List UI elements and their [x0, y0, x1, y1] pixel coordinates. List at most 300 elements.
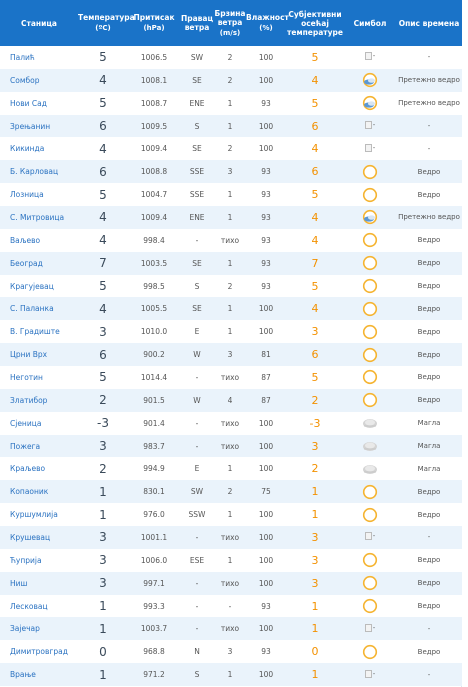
broken-image-icon: [365, 144, 376, 152]
station-cell: Златибор: [10, 395, 48, 405]
station-cell: Ћуприја: [10, 555, 42, 565]
wind-dir-cell: N: [194, 647, 200, 657]
station-cell: Црни Врх: [10, 350, 48, 360]
table-row: [0, 275, 462, 298]
humidity-cell: 93: [261, 212, 271, 222]
wind-speed-cell: 4: [227, 395, 233, 405]
symbol-cell: [344, 252, 396, 275]
station-cell: Лозница: [10, 190, 44, 200]
feels-cell: 4: [311, 73, 319, 87]
sun-icon: [362, 324, 378, 340]
wind-dir-cell: -: [195, 235, 199, 245]
station-cell: Сомбор: [10, 75, 40, 85]
sun-icon: [362, 232, 378, 248]
image-alt-text: -: [372, 669, 376, 678]
feels-cell: 1: [311, 508, 319, 522]
table-row: [0, 526, 462, 549]
temperature-cell: 1: [99, 667, 107, 682]
image-alt-text: -: [372, 532, 376, 541]
station-cell: Нови Сад: [10, 98, 47, 108]
symbol-cell: [344, 526, 396, 549]
sun-icon: [362, 255, 378, 271]
station-cell: Зајечар: [10, 624, 40, 634]
pressure-cell: 983.7: [143, 441, 165, 451]
col-temperature-header: Температура (ºC): [78, 13, 135, 32]
station-cell: Куршумлија: [10, 510, 58, 520]
wind-dir-cell: SSE: [189, 190, 205, 200]
wind-speed-cell: 2: [227, 487, 233, 497]
broken-image-icon: [365, 121, 376, 129]
description-cell: Ведро: [417, 579, 441, 588]
symbol-cell: [344, 480, 396, 503]
temperature-cell: 5: [99, 279, 107, 294]
description-cell: Претежно ведро: [398, 99, 460, 108]
wind-speed-cell: тихо: [220, 532, 240, 542]
wind-speed-cell: 1: [227, 327, 233, 337]
pressure-cell: 971.2: [143, 670, 165, 680]
temperature-cell: 3: [99, 324, 107, 339]
humidity-cell: 93: [261, 167, 271, 177]
description-cell: Ведро: [417, 396, 441, 405]
pressure-unit: (hPa): [143, 24, 165, 32]
temperature-cell: 7: [99, 256, 107, 271]
symbol-cell: [344, 275, 396, 298]
pressure-cell: 1008.1: [140, 75, 168, 85]
pressure-cell: 900.2: [143, 350, 165, 360]
wind-dir-cell: SE: [192, 75, 202, 85]
pressure-cell: 968.8: [143, 647, 165, 657]
station-cell: Врање: [10, 670, 36, 680]
symbol-cell: [344, 229, 396, 252]
feels-cell: 5: [311, 370, 319, 384]
fog-icon: [362, 461, 378, 477]
station-cell: Палић: [10, 52, 35, 62]
pressure-cell: 830.1: [143, 487, 165, 497]
sun-icon: [362, 644, 378, 660]
feels-cell: 1: [311, 668, 319, 682]
description-cell: Ведро: [417, 167, 441, 176]
description-cell: -: [427, 53, 431, 62]
description-cell: Претежно ведро: [398, 76, 460, 85]
temperature-cell: 0: [99, 644, 107, 659]
temperature-cell: -3: [97, 416, 109, 431]
temperature-cell: 4: [99, 141, 107, 156]
temperature-cell: 1: [99, 484, 107, 499]
wind-speed-cell: 3: [227, 350, 233, 360]
temperature-unit: (ºC): [95, 24, 111, 32]
humidity-cell: 93: [261, 190, 271, 200]
station-cell: Крагујевац: [10, 281, 54, 291]
pressure-cell: 901.5: [143, 395, 165, 405]
pressure-cell: 976.0: [143, 510, 165, 520]
table-row: [0, 435, 462, 458]
temperature-cell: 6: [99, 164, 107, 179]
symbol-cell: [344, 160, 396, 183]
humidity-cell: 100: [258, 510, 274, 520]
feels-cell: 4: [311, 233, 319, 247]
humidity-cell: 100: [258, 52, 274, 62]
wind-speed-cell: тихо: [220, 441, 240, 451]
sun-icon: [362, 347, 378, 363]
temperature-cell: 6: [99, 347, 107, 362]
image-alt-text: -: [372, 143, 376, 152]
table-row: [0, 69, 462, 92]
wind-speed-cell: тихо: [220, 418, 240, 428]
broken-image-icon: [365, 532, 376, 540]
wind-dir-cell: SSE: [189, 167, 205, 177]
col-station-header: Станица: [21, 18, 57, 28]
station-cell: Неготин: [10, 372, 43, 382]
pressure-cell: 901.4: [143, 418, 165, 428]
wind-speed-cell: тихо: [220, 578, 240, 588]
humidity-cell: 100: [258, 327, 274, 337]
table-row: [0, 160, 462, 183]
humidity-cell: 100: [258, 75, 274, 85]
col-humidity-header: Влажност (%): [246, 13, 289, 32]
station-cell: Лесковац: [10, 601, 48, 611]
symbol-cell: [344, 46, 396, 69]
pressure-cell: 1009.5: [140, 121, 168, 131]
temperature-cell: 4: [99, 233, 107, 248]
description-cell: Ведро: [417, 647, 441, 656]
temperature-cell: 5: [99, 370, 107, 385]
temperature-cell: 3: [99, 553, 107, 568]
wind-dir-cell: SW: [190, 52, 204, 62]
sun-icon: [362, 575, 378, 591]
feels-cell: 3: [311, 439, 319, 453]
symbol-cell: [344, 457, 396, 480]
station-cell: Краљево: [10, 464, 46, 474]
fog-icon: [362, 438, 378, 454]
wind-dir-cell: -: [195, 578, 199, 588]
pressure-cell: 1009.4: [140, 212, 168, 222]
wind-dir-cell: S: [194, 121, 200, 131]
station-cell: Б. Карловац: [10, 167, 59, 177]
table-row: [0, 389, 462, 412]
wind-speed-cell: тихо: [220, 235, 240, 245]
symbol-cell: [344, 366, 396, 389]
col-feels-header: Субјективни осећај температуре: [287, 9, 343, 37]
humidity-cell: 100: [258, 418, 274, 428]
table-row: [0, 343, 462, 366]
table-row: [0, 115, 462, 138]
table-row: [0, 206, 462, 229]
temperature-cell: 3: [99, 576, 107, 591]
table-row: [0, 595, 462, 618]
humidity-cell: 93: [261, 601, 271, 611]
col-symbol-header: Симбол: [353, 18, 387, 28]
wind-speed-cell: 1: [227, 510, 233, 520]
feels-cell: 1: [311, 485, 319, 499]
humidity-cell: 100: [258, 670, 274, 680]
wind-dir-cell: -: [195, 532, 199, 542]
table-row: [0, 480, 462, 503]
station-cell: Београд: [10, 258, 43, 268]
sun-icon: [362, 392, 378, 408]
wind-speed-cell: 2: [227, 281, 233, 291]
station-cell: Зрењанин: [10, 121, 51, 131]
wind-speed-cell: 2: [227, 75, 233, 85]
broken-image-icon: [365, 52, 376, 60]
wind-speed-cell: 1: [227, 555, 233, 565]
table-row: [0, 46, 462, 69]
sun-icon: [362, 301, 378, 317]
temperature-cell: 1: [99, 599, 107, 614]
humidity-unit: (%): [259, 24, 273, 32]
humidity-cell: 100: [258, 304, 274, 314]
symbol-cell: [344, 206, 396, 229]
pressure-cell: 1008.7: [140, 98, 168, 108]
pressure-cell: 1003.7: [140, 624, 168, 634]
temperature-cell: 1: [99, 507, 107, 522]
col-pressure-header: Притисак (hPa): [128, 0, 180, 46]
temperature-cell: 4: [99, 210, 107, 225]
wind-speed-cell: 1: [227, 98, 233, 108]
pressure-cell: 1009.4: [140, 144, 168, 154]
humidity-cell: 81: [261, 350, 271, 360]
wind-dir-cell: ENE: [189, 212, 205, 222]
pressure-cell: 998.5: [143, 281, 165, 291]
temperature-cell: 5: [99, 96, 107, 111]
feels-cell: -3: [309, 416, 321, 430]
wind-speed-cell: 1: [227, 121, 233, 131]
table-row: [0, 663, 462, 686]
table-header-row: [0, 0, 462, 46]
feels-cell: 2: [311, 393, 319, 407]
humidity-cell: 87: [261, 372, 271, 382]
description-cell: Ведро: [417, 510, 441, 519]
col-desc-header: Опис времена: [398, 18, 460, 28]
humidity-cell: 93: [261, 98, 271, 108]
pressure-cell: 994.9: [143, 464, 165, 474]
symbol-cell: [344, 69, 396, 92]
wind-dir-cell: SSW: [188, 510, 206, 520]
description-cell: Ведро: [417, 190, 441, 199]
wind-speed-cell: тихо: [220, 624, 240, 634]
humidity-cell: 93: [261, 647, 271, 657]
wind-dir-cell: -: [195, 441, 199, 451]
humidity-cell: 100: [258, 532, 274, 542]
wind-dir-cell: W: [193, 350, 201, 360]
feels-cell: 5: [311, 279, 319, 293]
wind-dir-cell: E: [194, 464, 200, 474]
description-cell: Ведро: [417, 282, 441, 291]
image-placeholder-box: [365, 52, 372, 60]
table-row: [0, 320, 462, 343]
table-row: [0, 183, 462, 206]
wind-speed-cell: 3: [227, 167, 233, 177]
description-cell: Ведро: [417, 327, 441, 336]
broken-image-icon: [365, 624, 376, 632]
table-row: [0, 366, 462, 389]
table-row: [0, 549, 462, 572]
sun-icon: [362, 552, 378, 568]
wind-dir-cell: SE: [192, 258, 202, 268]
humidity-cell: 100: [258, 578, 274, 588]
pressure-cell: 1010.0: [140, 327, 168, 337]
wind-dir-cell: S: [194, 670, 200, 680]
image-placeholder-box: [365, 121, 372, 129]
station-cell: С. Паланка: [10, 304, 54, 314]
feels-cell: 1: [311, 622, 319, 636]
feels-cell: 4: [311, 302, 319, 316]
partly-cloudy-icon: [362, 95, 378, 111]
symbol-cell: [344, 572, 396, 595]
table-row: [0, 137, 462, 160]
description-cell: -: [427, 624, 431, 633]
wind-speed-cell: 1: [227, 464, 233, 474]
pressure-cell: 997.1: [143, 578, 165, 588]
humidity-cell: 93: [261, 258, 271, 268]
sun-icon: [362, 598, 378, 614]
wind-dir-cell: ENE: [189, 98, 205, 108]
pressure-cell: 1005.5: [140, 304, 168, 314]
temperature-cell: 6: [99, 119, 107, 133]
description-cell: Магла: [417, 419, 441, 428]
feels-cell: 5: [311, 96, 319, 110]
humidity-cell: 100: [258, 121, 274, 131]
wind-dir-cell: ESE: [189, 555, 205, 565]
wind-dir-cell: -: [195, 601, 199, 611]
humidity-cell: 100: [258, 144, 274, 154]
station-cell: Пожега: [10, 441, 41, 451]
pressure-cell: 1004.7: [140, 190, 168, 200]
feels-cell: 7: [311, 256, 319, 270]
wind-speed-unit: (m/s): [219, 28, 241, 37]
feels-cell: 0: [311, 645, 319, 659]
pressure-cell: 1006.5: [140, 52, 168, 62]
fog-icon: [362, 415, 378, 431]
symbol-cell: [344, 412, 396, 435]
col-wind-speed-header: Брзина ветра (m/s): [214, 8, 246, 37]
symbol-cell: [344, 320, 396, 343]
sun-icon: [362, 278, 378, 294]
description-cell: Ведро: [417, 259, 441, 268]
description-cell: -: [427, 122, 431, 130]
wind-dir-cell: SW: [190, 487, 204, 497]
temperature-cell: 1: [99, 621, 107, 636]
symbol-cell: [344, 183, 396, 206]
station-cell: Димитровград: [10, 647, 68, 657]
temperature-cell: 3: [99, 439, 107, 454]
symbol-cell: [344, 115, 396, 138]
temperature-cell: 5: [99, 50, 107, 65]
description-cell: Магла: [417, 464, 441, 473]
symbol-cell: [344, 137, 396, 160]
station-cell: Крушевац: [10, 532, 51, 542]
table-row: [0, 229, 462, 252]
description-cell: Ведро: [417, 350, 441, 359]
wind-speed-cell: 2: [227, 144, 233, 154]
station-cell: Сјеница: [10, 418, 42, 428]
partly-cloudy-icon: [362, 72, 378, 88]
station-cell: Ниш: [10, 578, 28, 588]
table-row: [0, 640, 462, 663]
symbol-cell: [344, 663, 396, 686]
wind-speed-cell: -: [228, 601, 232, 611]
temperature-cell: 4: [99, 73, 107, 88]
sun-icon: [362, 507, 378, 523]
humidity-cell: 93: [261, 281, 271, 291]
humidity-cell: 100: [258, 555, 274, 565]
description-cell: -: [427, 670, 431, 679]
feels-cell: 3: [311, 576, 319, 590]
wind-dir-cell: E: [194, 327, 200, 337]
feels-cell: 3: [311, 553, 319, 567]
feels-cell: 4: [311, 210, 319, 224]
table-row: [0, 572, 462, 595]
description-cell: Ведро: [417, 304, 441, 313]
table-row: [0, 412, 462, 435]
description-cell: Ведро: [417, 373, 441, 382]
wind-dir-cell: SE: [192, 144, 202, 154]
description-cell: Ведро: [417, 602, 441, 611]
feels-cell: 6: [311, 119, 319, 133]
pressure-cell: 1014.4: [140, 372, 168, 382]
sun-icon: [362, 187, 378, 203]
temperature-cell: 4: [99, 301, 107, 316]
temperature-cell: 2: [99, 461, 107, 476]
image-alt-text: -: [372, 52, 376, 61]
pressure-cell: 1008.8: [140, 167, 168, 177]
sun-icon: [362, 164, 378, 180]
pressure-cell: 993.3: [143, 601, 165, 611]
feels-cell: 5: [311, 50, 319, 64]
feels-cell: 3: [311, 530, 319, 544]
broken-image-icon: [365, 670, 376, 678]
feels-cell: 4: [311, 142, 319, 156]
col-wind-dir-header: Правац ветра: [180, 14, 214, 32]
description-cell: -: [427, 144, 431, 153]
description-cell: Магла: [417, 442, 441, 451]
symbol-cell: [344, 503, 396, 526]
humidity-cell: 87: [261, 395, 271, 405]
wind-dir-cell: S: [194, 281, 200, 291]
humidity-cell: 100: [258, 624, 274, 634]
feels-cell: 6: [311, 348, 319, 362]
station-cell: С. Митровица: [10, 212, 65, 222]
image-alt-text: -: [372, 121, 376, 129]
symbol-cell: [344, 595, 396, 618]
table-row: [0, 617, 462, 640]
wind-speed-cell: 2: [227, 52, 233, 62]
pressure-cell: 998.4: [143, 235, 165, 245]
wind-dir-cell: -: [195, 418, 199, 428]
image-placeholder-box: [365, 670, 372, 678]
humidity-cell: 93: [261, 235, 271, 245]
station-cell: Ваљево: [10, 235, 41, 245]
table-row: [0, 92, 462, 115]
humidity-cell: 100: [258, 464, 274, 474]
symbol-cell: [344, 389, 396, 412]
table-row: [0, 503, 462, 526]
wind-dir-cell: -: [195, 624, 199, 634]
description-cell: Ведро: [417, 556, 441, 565]
feels-cell: 3: [311, 325, 319, 339]
symbol-cell: [344, 297, 396, 320]
description-cell: Претежно ведро: [398, 213, 460, 222]
wind-speed-cell: тихо: [220, 372, 240, 382]
wind-speed-cell: 1: [227, 304, 233, 314]
station-cell: В. Градиште: [10, 327, 60, 337]
humidity-cell: 100: [258, 441, 274, 451]
image-placeholder-box: [365, 532, 372, 540]
symbol-cell: [344, 435, 396, 458]
station-cell: Кикинда: [10, 144, 45, 154]
wind-speed-cell: 1: [227, 670, 233, 680]
wind-dir-cell: -: [195, 372, 199, 382]
symbol-cell: [344, 92, 396, 115]
